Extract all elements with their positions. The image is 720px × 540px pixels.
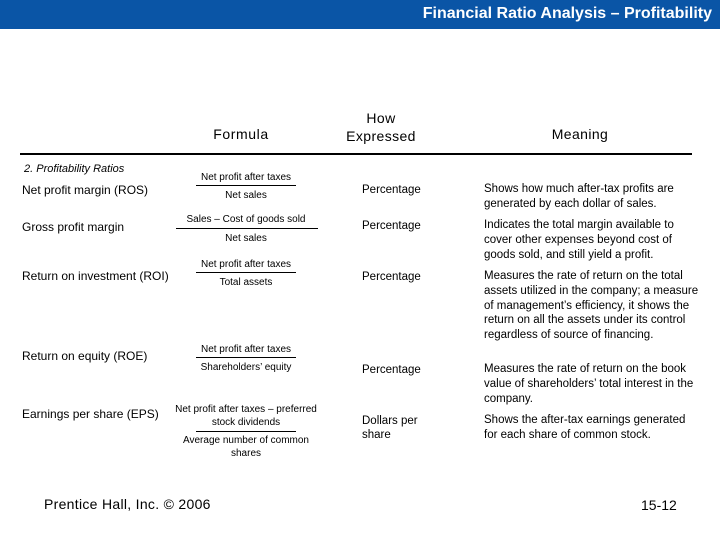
formula-denominator: Net sales bbox=[225, 190, 267, 201]
fraction-line bbox=[196, 431, 296, 432]
formula-denominator: Total assets bbox=[219, 277, 273, 288]
meaning-header: Meaning bbox=[551, 126, 609, 142]
formula-denominator: Shareholders’ equity bbox=[200, 362, 292, 373]
header-rule bbox=[20, 153, 692, 155]
formula-numerator: Net profit after taxes bbox=[200, 259, 292, 270]
ratio-name: Net profit margin (ROS) bbox=[22, 183, 149, 197]
expressed-value: Percentage bbox=[362, 364, 421, 376]
title-bar bbox=[0, 0, 720, 29]
expressed-value: Percentage bbox=[362, 271, 421, 283]
formula-numerator: Sales – Cost of goods sold bbox=[186, 214, 306, 225]
fraction-line bbox=[176, 228, 318, 229]
formula-header: Formula bbox=[213, 126, 269, 142]
fraction-line bbox=[196, 357, 296, 358]
fraction-line bbox=[196, 272, 296, 273]
formula-numerator: Net profit after taxes – preferred stock dividends bbox=[175, 404, 317, 428]
section-label: 2. Profitability Ratios bbox=[24, 163, 125, 175]
formula-numerator: Net profit after taxes bbox=[200, 172, 292, 183]
slide-number: 15-12 bbox=[641, 497, 677, 513]
how-expressed-header: How Expressed bbox=[346, 110, 416, 144]
meaning-text: Shows the after-tax earnings generated for each share of common stock. bbox=[484, 414, 686, 441]
expressed-value: Dollars per share bbox=[362, 415, 418, 441]
slide-title: Financial Ratio Analysis – Profitability bbox=[422, 5, 712, 22]
meaning-text: Measures the rate of return on the total assets utilized in the company; a measure of management’s efficiency, it shows the return on all the assets under its control regardless of source of financing. bbox=[484, 270, 699, 342]
formula-numerator: Net profit after taxes bbox=[200, 344, 292, 355]
fraction-line bbox=[196, 185, 296, 186]
ratio-name: Earnings per share (EPS) bbox=[22, 407, 159, 421]
expressed-value: Percentage bbox=[362, 220, 421, 232]
ratio-name: Gross profit margin bbox=[22, 220, 125, 234]
footer-copyright: Prentice Hall, Inc. © 2006 bbox=[44, 496, 211, 512]
meaning-text: Indicates the total margin available to cover other expenses beyond cost of goods sold, and still yield a profit. bbox=[484, 219, 674, 261]
expressed-value: Percentage bbox=[362, 184, 421, 196]
ratio-name: Return on equity (ROE) bbox=[22, 349, 148, 363]
meaning-text: Shows how much after-tax profits are generated by each dollar of sales. bbox=[484, 183, 674, 210]
formula-denominator: Average number of common shares bbox=[183, 435, 309, 459]
formula-denominator: Net sales bbox=[225, 233, 267, 244]
meaning-text: Measures the rate of return on the book value of shareholders’ total interest in the company. bbox=[484, 363, 694, 405]
ratio-name: Return on investment (ROI) bbox=[22, 269, 169, 283]
